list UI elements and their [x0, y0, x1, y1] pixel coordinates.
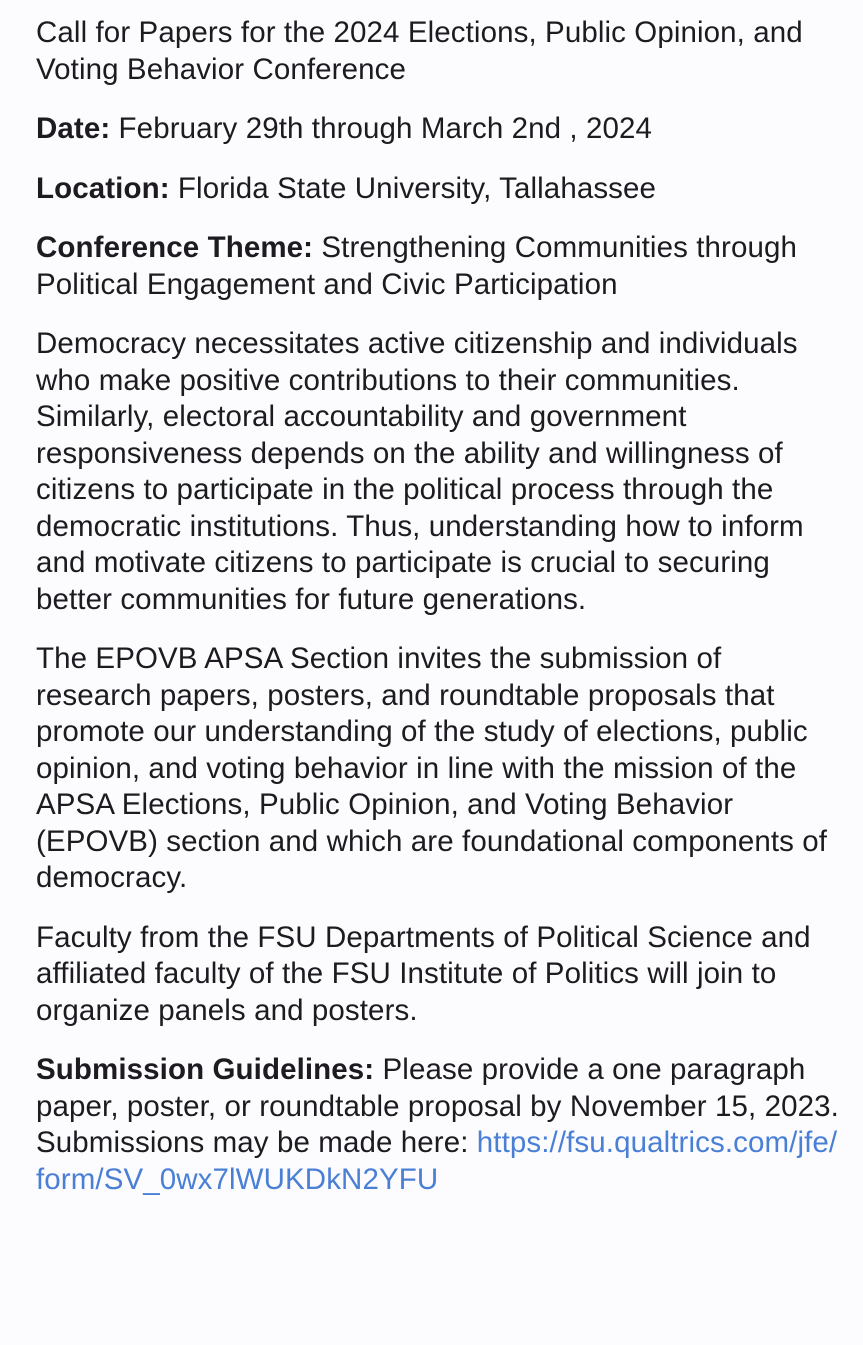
- post-title: Call for Papers for the 2024 Elections, Public Opinion, and Voting Behavior Conference: [36, 16, 803, 86]
- theme-label: Conference Theme:: [36, 231, 314, 264]
- post-body: [36, 15, 844, 1221]
- date-label: Date:: [36, 112, 111, 145]
- submission-link[interactable]: https://fsu.qualtrics.com/jfe/form/SV_0wx7lWUKDkN2YFU: [36, 1126, 838, 1196]
- democracy-paragraph: Democracy necessitates active citizenship and individuals who make positive contributions to their communities. Similarly, electoral accountability and government responsiveness depends on the ability and willingness of citizens to participate in the political process through the democratic institutions. Thus, understanding how to inform and motivate citizens to participate is crucial to securing better communities for future generations.: [36, 327, 804, 616]
- theme-value: Strengthening Communities through Political Engagement and Civic Participation: [36, 231, 797, 301]
- location-label: Location:: [36, 171, 170, 205]
- guidelines-label: Submission Guidelines:: [36, 1053, 375, 1086]
- date-line: [36, 111, 844, 148]
- location-value: Florida State University, Tallahassee: [169, 171, 657, 205]
- guidelines-line: [36, 1052, 844, 1198]
- theme-line: [36, 230, 844, 303]
- guidelines-value: Please provide a one paragraph paper, poster, or roundtable proposal by November 15, 2023. Submissions may be made here:: [36, 1053, 839, 1159]
- invitation-paragraph: The EPOVB APSA Section invites the submission of research papers, posters, and roundtable proposals that promote our understanding of the study of elections, public opinion, and voting behavior in line with the mission of the APSA Elections, Public Opinion, and Voting Behavior (EPOVB) section and which are foundational components of democracy.: [36, 642, 828, 894]
- location-line: [36, 171, 844, 208]
- date-value: February 29th through March 2nd , 2024: [110, 112, 653, 145]
- faculty-paragraph: Faculty from the FSU Departments of Political Science and affiliated faculty of the FSU Institute of Politics will join to organize panels and posters.: [36, 920, 811, 1027]
